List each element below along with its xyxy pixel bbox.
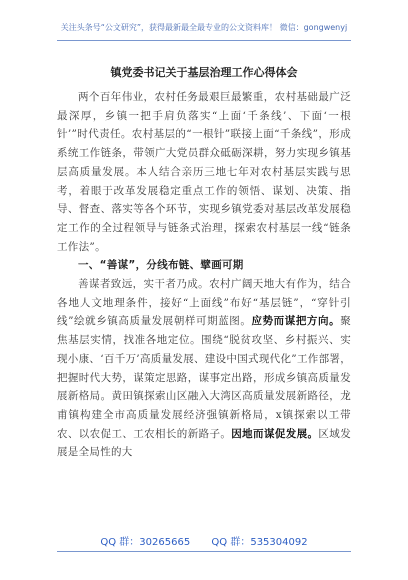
footer-qq-group-1: QQ 群：30265665 (100, 537, 191, 548)
section-heading: 一、“善谋”，分线布链、擘画可期 (78, 259, 244, 272)
document-body (57, 88, 351, 462)
section-text-a: 善谋者致远，实干者乃成。农村广阔天地大有作为，结合各地人文地理条件，接好“上面线”布好“基层链”，“穿针引线”绘就乡镇高质量发展朝样可期蓝图。 (57, 278, 351, 328)
footer-contacts (0, 533, 408, 548)
section-text-c: 区域发展是全局性的大 (57, 427, 351, 459)
section-paragraph (57, 275, 351, 462)
section-text-b: 聚焦基层实情，找准各地定位。围绕“脱贫攻坚、乡村振兴、实现小康、‘百千万’高质量发展、建设中国式现代化”工作部署，把握时代大势，谋策定思路，谋事定出路，形成乡镇高质量发展新格局。黄田镇探索山区融入大湾区高质量发展新路径，龙甫镇构建全市高质量发展经济强镇新格局，x镇探索以工带农、以农促工、工农相长的新路子。 (57, 315, 351, 440)
document-title: 镇党委书记关于基层治理工作心得体会 (110, 66, 298, 79)
footer-qq-group-2: QQ 群：535304092 (211, 537, 308, 548)
intro-paragraph: 两个百年伟业，农村任务最艰巨最繁重，农村基础最广泛最深厚，乡镇一把手肩负落实“上面‘千条线’、下面‘一根针’”时代责任。农村基层的“一根针”联接上面“千条线”，形成系统工作链条，带领广大党员群众砥砺深耕，努力实现乡镇基层高质量发展。本人结合亲历三地七年对农村基层实践与思考，着眼于改革发展稳定重点工作的领悟、谋划、决策、指导、督查、落实等各个环节，实现乡镇党委对基层改革发展稳定工作的全过程领导与链条式治理，探索农村基层一线“链条工作法”。 (57, 91, 351, 253)
footer-divider (57, 551, 351, 552)
section-bold-a: 应势而谋把方向。 (251, 315, 341, 328)
header-notice: 关注头条号“公文研究”，获得最新最全最专业的公文资料库！ 微信：gongwenyj (60, 23, 348, 32)
header-divider (57, 40, 351, 41)
section-bold-b: 因地而谋促发展。 (231, 427, 319, 440)
